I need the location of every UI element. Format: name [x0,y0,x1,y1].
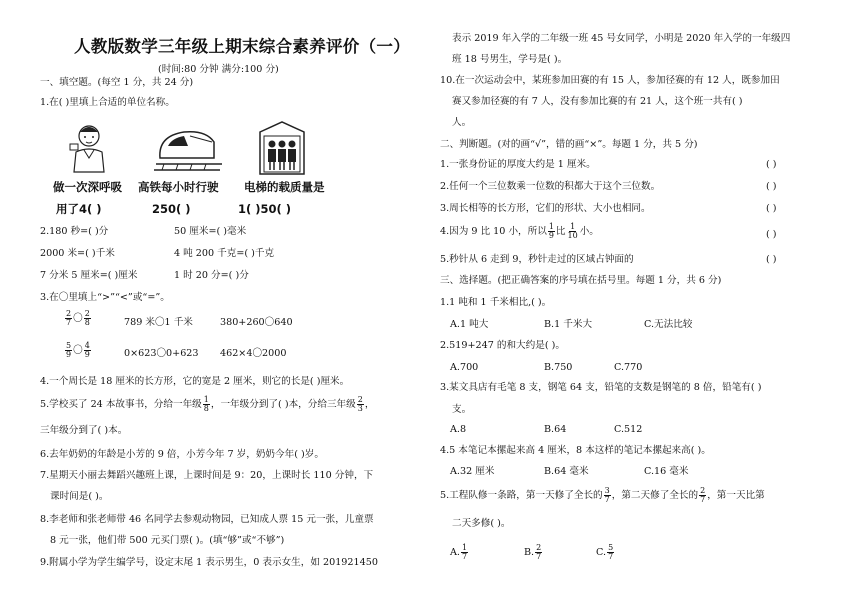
q2-row2-a: 2000 米=( )千米 [40,248,115,259]
question-8: 8.李老师和张老师带 46 名同学去参观动物园，已知成人票 15 元一张，儿童票 [40,514,374,525]
choice-2-opt-a: A.700 [450,362,479,373]
pic-label-elevator: 电梯的载质量是 [244,180,325,194]
question-10: 10.在一次运动会中，某班参加田赛的有 15 人，参加径赛的有 12 人，既参加田 [440,75,780,86]
question-7: 7.星期天小丽去舞蹈兴趣班上课，上课时间是 9：20，上课时长 110 分钟，下 [40,470,374,481]
q2-row1-b: 50 厘米=( )毫米 [174,226,247,237]
question-7-cont: 课时间是( )。 [50,491,109,502]
choice-4: 4.5 本笔记本摞起来高 4 厘米，8 本这样的笔记本摞起来高( )。 [440,445,711,456]
q3-fraction-compare-2: $\frac{5}{9}$ 〇 $\frac{4}{9}$ [66,341,90,359]
choice-1-opt-c: C.无法比较 [644,319,693,330]
choice-5-opt-a: A. $\frac{1}{7}$ [450,543,468,561]
q2-row3-a: 7 分米 5 厘米=( )厘米 [40,270,138,281]
question-9-cont-1: 表示 2019 年入学的二年级一班 45 号女同学，小明是 2020 年入学的一年级四 [452,33,791,44]
choice-1-opt-a: A.1 吨大 [450,319,489,330]
page-title: 人教版数学三年级上期末综合素养评价（一） [74,37,410,56]
question-5-cont: 三年级分到了( )本。 [40,425,128,436]
page-subtitle: (时间:80 分钟 满分:100 分) [158,64,279,75]
choice-4-opt-a: A.32 厘米 [450,466,495,477]
choice-2-opt-b: B.750 [544,362,573,373]
pic-label-train: 高铁每小时行驶 [138,180,219,194]
judge-4: 4.因为 9 比 10 小，所以 $\frac{1}{9}$ 比 $\frac{1}{10}$ 小。 [440,222,599,240]
judge-2-bracket: ( ) [766,181,777,192]
q2-row2-b: 4 吨 200 千克=( )千克 [174,248,275,259]
q3-expr-3: 0×623〇0+623 [124,348,199,359]
choice-5-cont: 二天多修( )。 [452,518,511,529]
section-1-title: 一、填空题。(每空 1 分，共 24 分) [40,77,194,88]
q2-row1-a: 2.180 秒=( )分 [40,226,109,237]
q3-expr-1: 789 米〇1 千米 [124,317,193,328]
question-10-cont-1: 赛又参加径赛的有 7 人，没有参加比赛的有 21 人，这个班一共有( ) [452,96,743,107]
choice-3-cont: 支。 [452,404,472,415]
choice-5-opt-c: C. $\frac{5}{7}$ [596,543,614,561]
judge-3-bracket: ( ) [766,203,777,214]
section-3-title: 三、选择题。(把正确答案的序号填在括号里。每题 1 分，共 6 分) [440,275,722,286]
choice-3-opt-a: A.8 [450,424,467,435]
elevator-people-image [258,120,306,176]
pic-value-elevator: 1( )50( ) [238,202,292,216]
question-10-cont-2: 人。 [452,117,472,128]
choice-1-opt-b: B.1 千米大 [544,319,593,330]
question-4: 4.一个周长是 18 厘米的长方形，它的宽是 2 厘米，则它的长是( )厘米。 [40,376,350,387]
deep-breath-boy-image [66,122,112,174]
judge-5: 5.秒针从 6 走到 9，秒针走过的区域占钟面的 [440,254,634,265]
high-speed-train-image [154,124,224,172]
question-5: 5.学校买了 24 本故事书，分给一年级 $\frac{1}{8}$ ，一年级分到了( )本，分给三年级 $\frac{2}{3}$ ， [40,395,375,413]
choice-2-opt-c: C.770 [614,362,643,373]
question-9-cont-2: 班 18 号男生，学号是( )。 [452,54,568,65]
choice-2: 2.519+247 的和大约是( )。 [440,340,565,351]
question-1: 1.在( )里填上合适的单位名称。 [40,97,175,108]
pic-value-train: 250( ) [152,202,191,216]
q2-row3-b: 1 时 20 分=( )分 [174,270,249,281]
choice-3-opt-c: C.512 [614,424,643,435]
judge-1-bracket: ( ) [766,159,777,170]
judge-2: 2.任何一个三位数乘一位数的积都大于这个三位数。 [440,181,661,192]
question-8-cont: 8 元一张，他们带 500 元买门票( )。(填“够”或“不够”) [50,535,285,546]
choice-3: 3.某文具店有毛笔 8 支，钢笔 64 支，铅笔的支数是钢笔的 8 倍，铅笔有( ) [440,382,762,393]
choice-4-opt-c: C.16 毫米 [644,466,689,477]
choice-4-opt-b: B.64 毫米 [544,466,589,477]
judge-5-bracket: ( ) [766,254,777,265]
question-9: 9.附属小学为学生编学号，设定末尾 1 表示男生，0 表示女生，如 201921450 [40,557,378,568]
judge-1: 1.一张身份证的厚度大约是 1 厘米。 [440,159,596,170]
question-6: 6.去年奶奶的年龄是小芳的 9 倍，小芳今年 7 岁，奶奶今年( )岁。 [40,449,324,460]
pic-label-breath: 做一次深呼吸 [53,180,122,194]
choice-3-opt-b: B.64 [544,424,567,435]
section-2-title: 二、判断题。(对的画“√”，错的画“×”。每题 1 分，共 5 分) [440,139,698,150]
q3-expr-2: 380+260〇640 [220,317,293,328]
pic-value-breath: 用了4( ) [56,202,102,216]
choice-5-opt-b: B. $\frac{2}{7}$ [524,543,542,561]
judge-3: 3.周长相等的长方形，它们的形状、大小也相同。 [440,203,651,214]
q3-expr-4: 462×4〇2000 [220,348,287,359]
q3-fraction-compare-1: $\frac{2}{7}$ 〇 $\frac{2}{8}$ [66,309,90,327]
question-3: 3.在〇里填上“>”“<”或“=”。 [40,292,170,303]
judge-4-bracket: ( ) [766,229,777,240]
choice-5: 5.工程队修一条路，第一天修了全长的 $\frac{3}{7}$ ，第二天修了全长的 $\frac{2}{7}$ ，第一天比第 [440,486,765,504]
choice-1: 1.1 吨和 1 千米相比,( )。 [440,297,552,308]
